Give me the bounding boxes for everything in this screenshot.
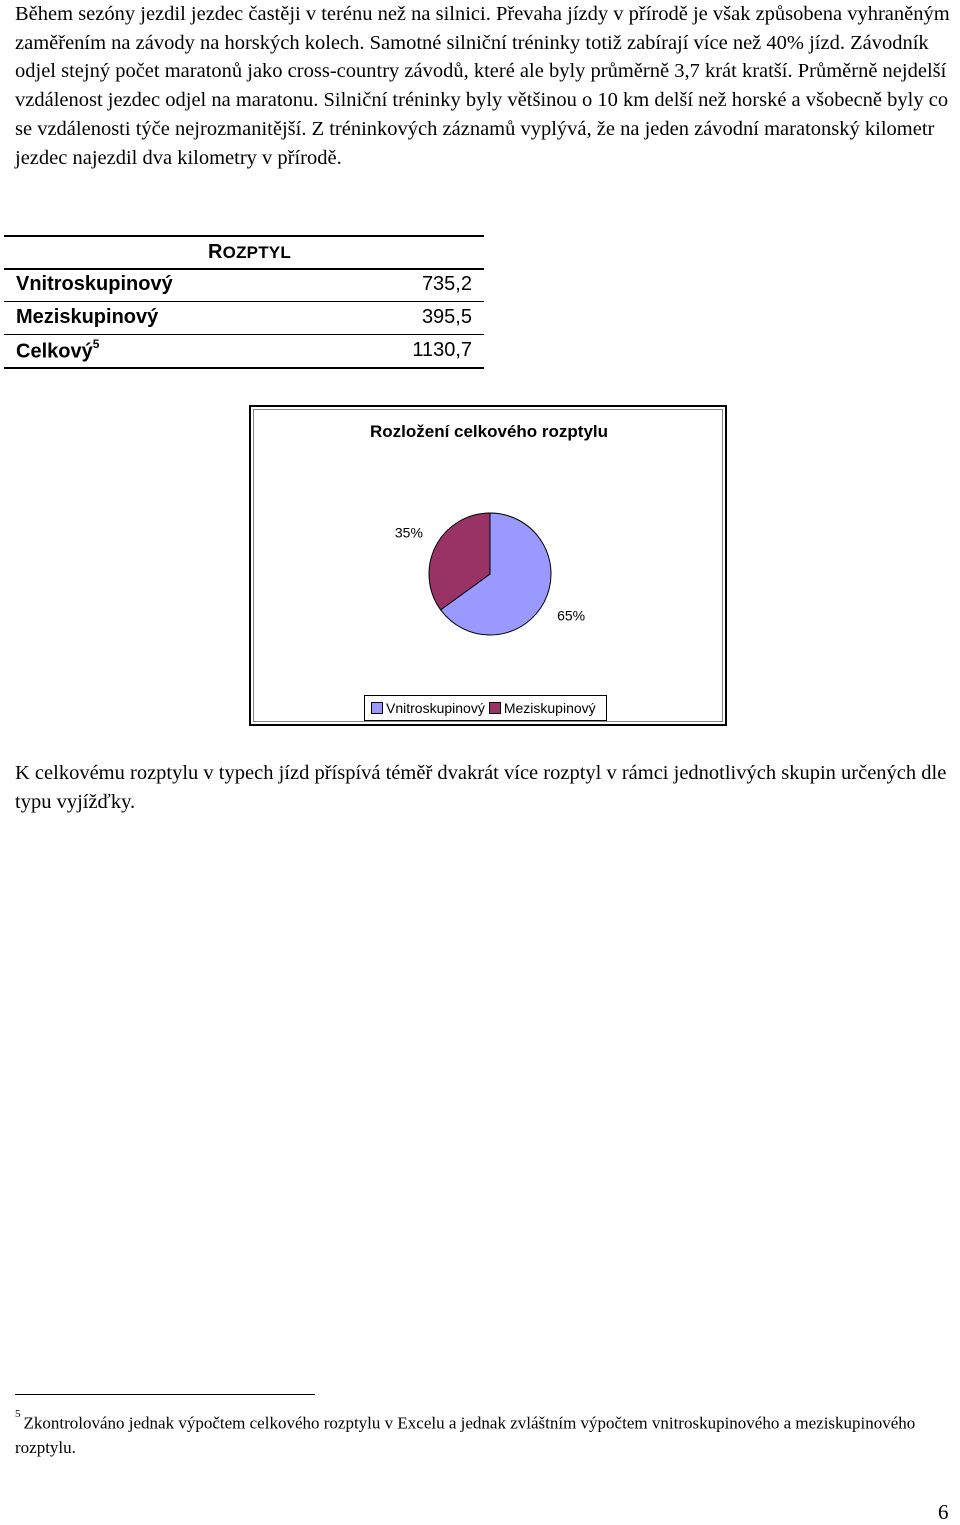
chart-legend [364, 695, 607, 721]
footnote-separator [15, 1394, 315, 1395]
legend-item [489, 700, 596, 716]
footnote-number: 5 [15, 1408, 21, 1420]
row-value: 735,2 [421, 273, 472, 295]
chart-area [253, 409, 723, 722]
table-row [4, 270, 484, 302]
table-header [208, 241, 291, 264]
row-label [16, 339, 99, 364]
row-value: 1130,7 [412, 339, 472, 361]
footnote [15, 1407, 955, 1460]
table-top-rule [4, 235, 484, 237]
legend-label: Meziskupinový [503, 700, 596, 716]
pie-chart [249, 405, 727, 726]
row-divider [4, 334, 484, 335]
row-label: Meziskupinový [16, 306, 159, 328]
chart-title: Rozložení celkového rozptylu [369, 422, 609, 441]
legend-label: Vnitroskupinový [386, 700, 485, 716]
table-bottom-rule [4, 367, 484, 369]
pie-data-label: 65% [557, 607, 586, 624]
page-number: 6 [938, 1500, 949, 1524]
table-header-initial: R [208, 241, 223, 263]
table-row [4, 303, 484, 335]
table-header-rest: OZPTYL [222, 243, 291, 262]
row-label: Vnitroskupinový [16, 273, 173, 295]
row-label-text: Celkový [16, 340, 93, 363]
conclusion-paragraph: K celkovému rozptylu v typech jízd příspívá téměř dvakrát více rozptyl v rámci jednotlivých skupin určených dle typu vyjížďky. [15, 762, 947, 813]
legend-swatch [489, 702, 501, 714]
intro-paragraph: Během sezóny jezdil jezdec častěji v terénu než na silnici. Převaha jízdy v přírodě je však způsobena vyhraněným zaměřením na závody na horských kolech. Samotné silniční tréninky totiž zabírají více než 40% jízd. Závodník odjel stejný počet maratonů jako cross-country závodů, které ale byly průměrně 3,7 krát kratší. Průměrně nejdelší vzdálenost jezdec odjel na maratonu. Silniční tréninky byly většinou o 10 km delší než horské a všobecně byly co se vzdálenosti týče nejrozmanitější. Z tréninkových záznamů vyplývá, že na jeden závodní maratonský kilometr jezdec najezdil dva kilometry v přírodě. [15, 3, 950, 169]
pie-svg [254, 410, 724, 723]
footnote-text: Zkontrolováno jednak výpočtem celkového rozptylu v Excelu a jednak zvláštním výpočtem vnitroskupinového a meziskupinového rozptylu. [15, 1413, 916, 1457]
table-row [4, 336, 484, 368]
row-divider [4, 301, 484, 302]
legend-swatch [371, 702, 383, 714]
legend-item [371, 700, 485, 716]
footnote-ref: 5 [92, 337, 100, 351]
pie-data-label: 35% [394, 524, 423, 541]
row-value: 395,5 [421, 306, 472, 328]
